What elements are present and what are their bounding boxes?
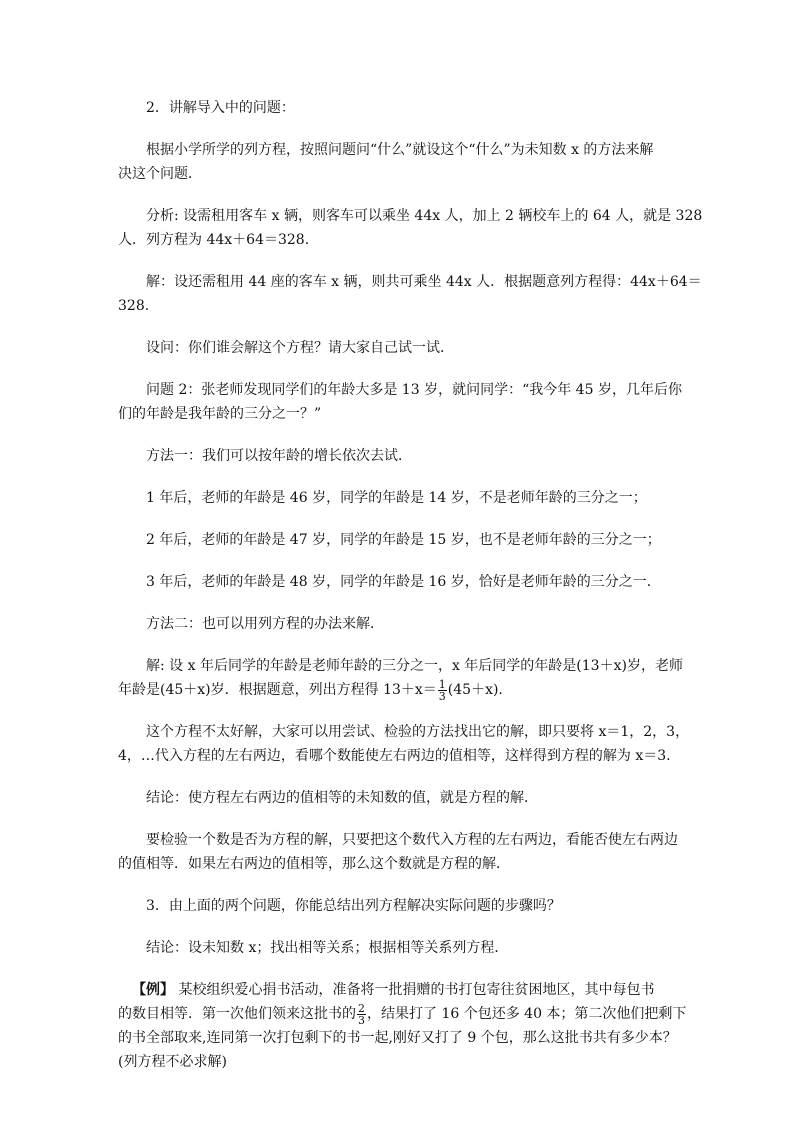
text-line: 328. [118, 298, 150, 314]
paragraph-verify [118, 828, 680, 876]
fraction-numerator: 1 [438, 677, 446, 691]
text-line: (列方程不必求解) [118, 1054, 227, 1070]
text-line: 人．列方程为 44x＋64＝328. [118, 232, 310, 248]
text-line: 方法一：我们可以按年龄的增长依次去试． [146, 448, 412, 464]
paragraph-trial-2 [118, 528, 680, 552]
paragraph-solution-2 [118, 654, 683, 703]
paragraph-example [118, 978, 687, 1074]
text-segment: 年龄是(45＋x)岁．根据题意，列出方程得 13＋x＝ [118, 682, 437, 698]
text-line: 结论：使方程左右两边的值相等的未知数的值，就是方程的解． [146, 790, 538, 806]
text-line-with-fraction [118, 1001, 687, 1027]
text-line: 决这个问题． [118, 166, 202, 182]
text-line: 这个方程不太好解，大家可以用尝试、检验的方法找出它的解，即只要将 x＝1，2，3， [146, 724, 690, 740]
text-line: 根据小学所学的列方程，按照问题问“什么”就设这个“什么”为未知数 x 的方法来解 [146, 142, 654, 158]
text-line: 解: 设 x 年后同学的年龄是老师年龄的三分之一，x 年后同学的年龄是(13＋x)岁，老师 [146, 658, 683, 674]
paragraph-method-1 [118, 444, 680, 468]
text-line: 的书全部取来,连同第一次打包剩下的书一起,刚好又打了 9 个包，那么这批书共有多少本？ [118, 1030, 677, 1046]
paragraph-conclusion-2 [118, 936, 680, 960]
text-segment: ，结果打了 16 个包还多 40 本；第二次他们把剩下 [367, 1006, 687, 1022]
paragraph-conclusion-1 [118, 786, 680, 810]
text-line: 结论：设未知数 x；找出相等关系；根据相等关系列方程． [146, 940, 509, 956]
text-line-with-fraction [118, 678, 680, 702]
paragraph-trial-1 [118, 486, 680, 510]
text-segment: 的数目相等．第一次他们领来这批书的 [118, 1006, 356, 1022]
text-line: 们的年龄是我年龄的三分之一？” [118, 406, 322, 422]
section-3-heading [118, 894, 680, 918]
text-line: 3 年后，老师的年龄是 48 岁，同学的年龄是 16 岁，恰好是老师年龄的三分之一． [146, 574, 661, 590]
text-line: 要检验一个数是否为方程的解，只要把这个数代入方程的左右两边，看能否使左右两边 [146, 832, 678, 848]
fraction-denominator: 3 [358, 1013, 365, 1027]
text-line: 分析: 设需租用客车 x 辆，则客车可以乘坐 44x 人，加上 2 辆校车上的 64 人，就是 328 [146, 208, 703, 224]
paragraph-trial-3 [118, 570, 680, 594]
text-line: 的值相等．如果左右两边的值相等，那么这个数就是方程的解． [118, 856, 510, 872]
text-line: 3．由上面的两个问题，你能总结出列方程解决实际问题的步骤吗？ [146, 898, 561, 914]
text-segment: 某校组织爱心捐书活动，准备将一批捐赠的书打包寄往贫困地区，其中每包书 [174, 982, 655, 998]
section-2-heading [118, 96, 680, 120]
text-line: 2．讲解导入中的问题： [146, 100, 295, 116]
fraction-denominator: 3 [438, 689, 446, 703]
paragraph-question [118, 336, 680, 360]
paragraph-trial-check [118, 720, 690, 768]
text-line: 问题 2：张老师发现同学们的年龄大多是 13 岁，就问同学：“我今年 45 岁，几年后你 [146, 382, 682, 398]
paragraph-method [118, 138, 680, 186]
text-line: 解：设还需租用 44 座的客车 x 辆，则共可乘坐 44x 人．根据题意列方程得：44x＋64＝ [146, 274, 702, 290]
text-line [118, 978, 680, 1002]
paragraph-analysis [118, 204, 703, 252]
fraction-numerator: 2 [358, 1001, 365, 1015]
fraction-one-third [438, 679, 447, 702]
paragraph-problem-2 [118, 378, 680, 426]
paragraph-method-2 [118, 612, 680, 636]
example-tag: 【例】 [132, 982, 174, 998]
text-line: 设问：你们谁会解这个方程？请大家自己试一试． [146, 340, 454, 356]
text-segment: (45＋x). [447, 682, 503, 698]
document-body [118, 96, 703, 1092]
paragraph-solution-1 [118, 270, 702, 318]
text-line: 2 年后，老师的年龄是 47 岁，同学的年龄是 15 岁，也不是老师年龄的三分之一； [146, 532, 661, 548]
text-line: 4，…代入方程的左右两边，看哪个数能使左右两边的值相等，这样得到方程的解为 x＝3. [118, 748, 671, 764]
text-line: 方法二：也可以用列方程的办法来解． [146, 616, 384, 632]
text-line: 1 年后，老师的年龄是 46 岁，同学的年龄是 14 岁，不是老师年龄的三分之一； [146, 490, 647, 506]
fraction-two-thirds [357, 1003, 366, 1026]
